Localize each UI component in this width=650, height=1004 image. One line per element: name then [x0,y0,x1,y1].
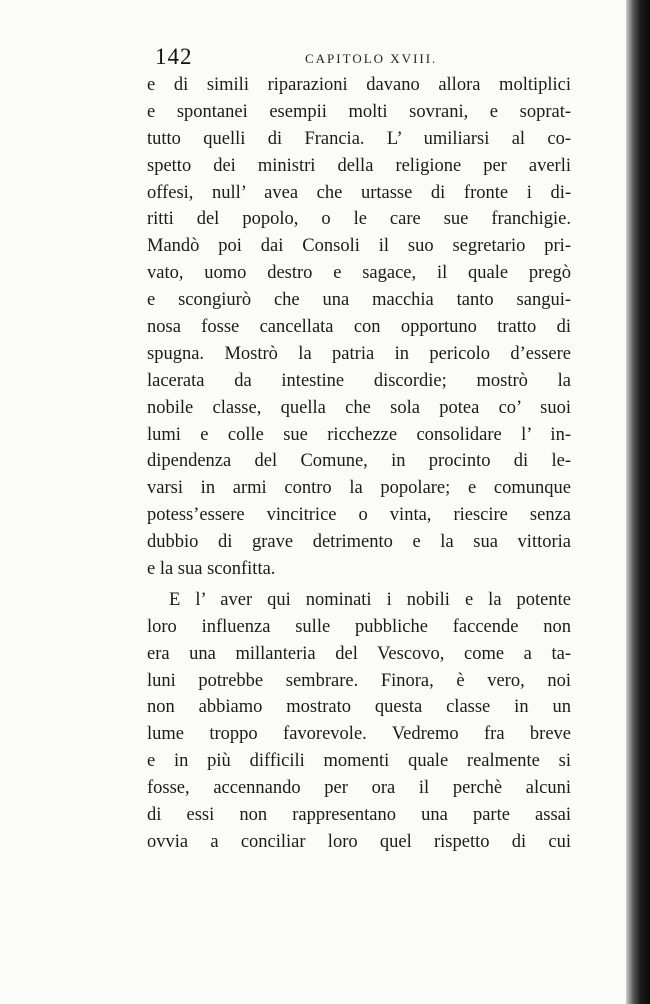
text-line: e la sua sconfitta. [147,559,276,580]
text-line: ritti del popolo, o le care sue franchigie. [147,209,571,230]
text-line: lume troppo favorevole. Vedremo fra breve [147,724,571,745]
text-line: dipendenza del Comune, in procinto di le- [147,451,571,472]
text-line: lacerata da intestine discordie; mostrò la [147,370,571,391]
text-line: luni potrebbe sembrare. Finora, è vero, noi [147,670,571,691]
text-line: tutto quelli di Francia. L’ umiliarsi al co- [147,128,571,149]
text-line: varsi in armi contro la popolare; e comunque [147,478,571,499]
text-line: era una millanteria del Vescovo, come a ta- [147,643,571,664]
text-line: e spontanei esempii molti sovrani, e soprat- [147,101,571,122]
text-line: Mandò poi dai Consoli il suo segretario pri- [147,236,571,257]
text-line: di essi non rappresentano una parte assai [147,805,571,826]
text-line: fosse, accennando per ora il perchè alcuni [147,778,571,799]
text-line: e scongiurò che una macchia tanto sangui- [147,290,571,311]
text-line: e in più difficili momenti quale realmente si [147,751,571,772]
text-line: dubbio di grave detrimento e la sua vittoria [147,532,571,553]
text-line: spugna. Mostrò la patria in pericolo d’essere [147,343,571,364]
page-edge-shadow [626,0,650,1004]
text-line: spetto dei ministri della religione per averli [147,155,571,176]
text-line: potess’essere vincitrice o vinta, riescire senza [147,505,571,526]
page-number: 142 [155,44,193,69]
text-line: vato, uomo destro e sagace, il quale pregò [147,263,571,284]
running-title: CAPITOLO XVIII. [305,51,438,66]
text-line: non abbiamo mostrato questa classe in un [147,697,571,718]
page-header [155,44,595,70]
text-line: nobile classe, quella che sola potea co’ suoi [147,397,571,418]
text-line: nosa fosse cancellata con opportuno tratto di [147,317,571,338]
text-line: ovvia a conciliar loro quel rispetto di cui [147,831,571,852]
text-line: loro influenza sulle pubbliche faccende non [147,616,571,637]
text-line: lumi e colle sue ricchezze consolidare l’ in- [147,424,571,445]
body-text [147,72,571,856]
text-line: E l’ aver qui nominati i nobili e la potente [169,589,571,610]
text-line: e di simili riparazioni davano allora moltiplici [147,75,571,95]
text-line: offesi, null’ avea che urtasse di fronte i di- [147,182,571,203]
